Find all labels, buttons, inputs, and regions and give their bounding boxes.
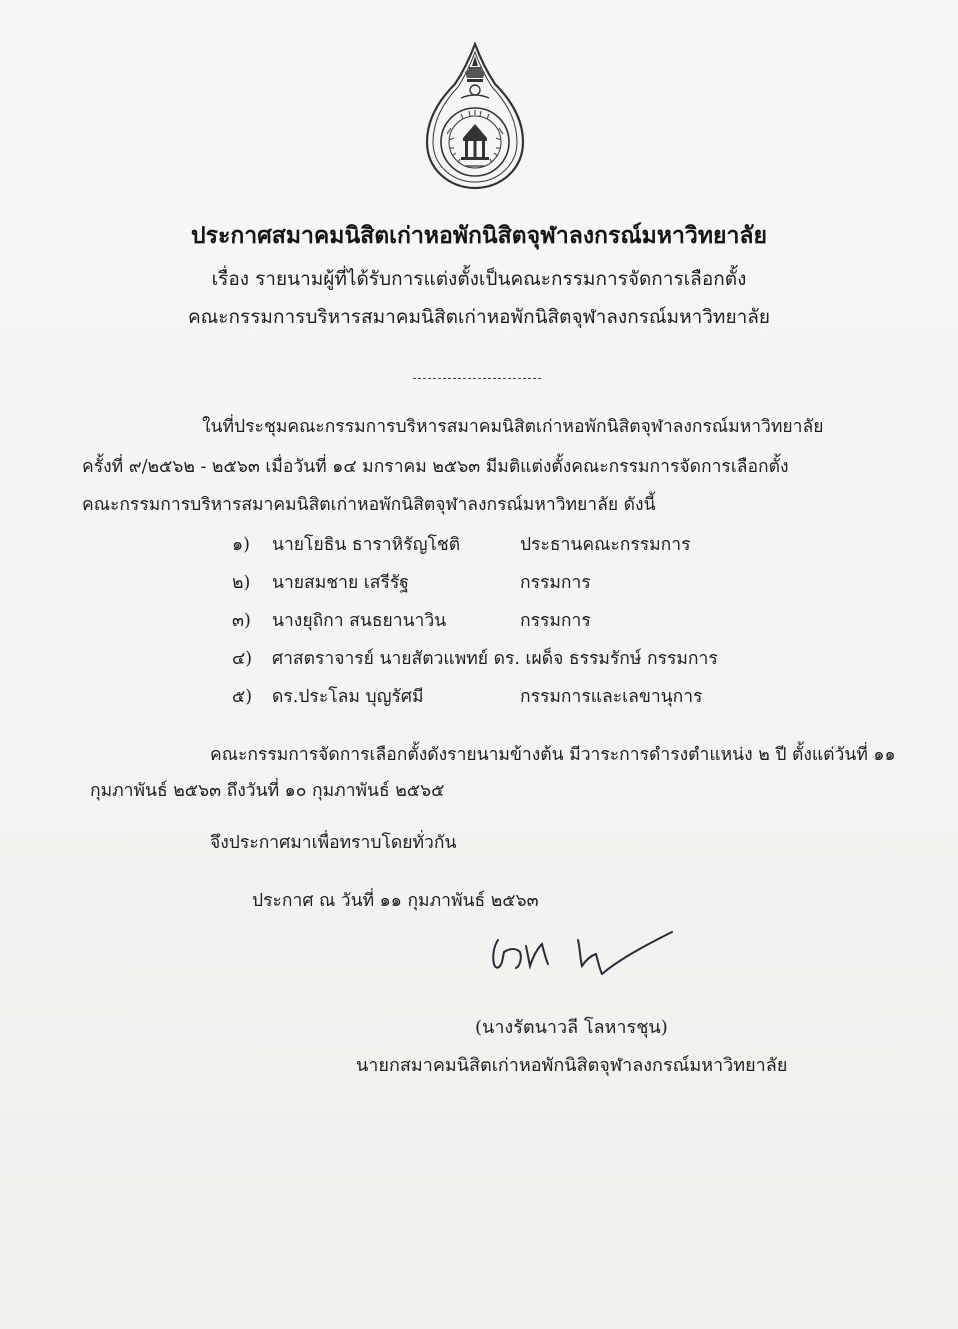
member-name: นายสมชาย เสรีรัฐ bbox=[272, 573, 409, 593]
member-name: ศาสตราจารย์ นายสัตวแพทย์ ดร. เผด็จ ธรรมรักษ์ กรรมการ bbox=[272, 649, 718, 669]
signer-title: นายกสมาคมนิสิตเก่าหอพักนิสิตจุฬาลงกรณ์มหาวิทยาลัย bbox=[356, 1055, 788, 1076]
divider bbox=[413, 378, 541, 379]
member-number: ๕) bbox=[232, 687, 253, 707]
term-line-2: กุมภาพันธ์ ๒๕๖๓ ถึงวันที่ ๑๐ กุมภาพันธ์ ๒๕๖๕ bbox=[90, 781, 445, 801]
intro-line-1: ในที่ประชุมคณะกรรมการบริหารสมาคมนิสิตเก่าหอพักนิสิตจุฬาลงกรณ์มหาวิทยาลัย bbox=[202, 417, 824, 437]
intro-line-3: คณะกรรมการบริหารสมาคมนิสิตเก่าหอพักนิสิตจุฬาลงกรณ์มหาวิทยาลัย ดังนี้ bbox=[82, 495, 656, 515]
member-number: ๒) bbox=[232, 573, 251, 593]
term-line-1: คณะกรรมการจัดการเลือกตั้งดังรายนามข้างต้น มีวาระการดำรงตำแหน่ง ๒ ปี ตั้งแต่วันที่ ๑๑ bbox=[210, 745, 896, 765]
member-role: กรรมการ bbox=[520, 573, 591, 593]
member-number: ๑) bbox=[232, 535, 250, 555]
announcement-title: ประกาศสมาคมนิสิตเก่าหอพักนิสิตจุฬาลงกรณ์มหาวิทยาลัย bbox=[191, 222, 767, 249]
handwritten-signature-icon bbox=[486, 922, 686, 992]
association-seal-icon bbox=[425, 42, 525, 190]
member-role: กรรมการและเลขานุการ bbox=[520, 687, 703, 707]
announcement-committee: คณะกรรมการบริหารสมาคมนิสิตเก่าหอพักนิสิตจุฬาลงกรณ์มหาวิทยาลัย bbox=[187, 306, 771, 328]
closing-statement: จึงประกาศมาเพื่อทราบโดยทั่วกัน bbox=[210, 833, 457, 853]
member-number: ๓) bbox=[232, 611, 251, 631]
member-number: ๔) bbox=[232, 649, 253, 669]
member-name: นางยุถิกา สนธยานาวิน bbox=[272, 611, 447, 631]
announcement-date: ประกาศ ณ วันที่ ๑๑ กุมภาพันธ์ ๒๕๖๓ bbox=[252, 891, 539, 911]
signer-name: (นางรัตนาวลี โลหารชุน) bbox=[475, 1017, 668, 1038]
member-role: กรรมการ bbox=[520, 611, 591, 631]
member-role: ประธานคณะกรรมการ bbox=[520, 535, 691, 555]
member-name: ดร.ประโลม บุญรัศมี bbox=[272, 687, 424, 707]
member-name: นายโยธิน ธาราหิรัญโชติ bbox=[272, 535, 461, 555]
intro-line-2: ครั้งที่ ๙/๒๕๖๒ - ๒๕๖๓ เมื่อวันที่ ๑๔ มกราคม ๒๕๖๓ มีมติแต่งตั้งคณะกรรมการจัดการเลือกตั้ง bbox=[82, 457, 789, 477]
announcement-subject: เรื่อง รายนามผู้ที่ได้รับการแต่งตั้งเป็นคณะกรรมการจัดการเลือกตั้ง bbox=[211, 268, 747, 290]
